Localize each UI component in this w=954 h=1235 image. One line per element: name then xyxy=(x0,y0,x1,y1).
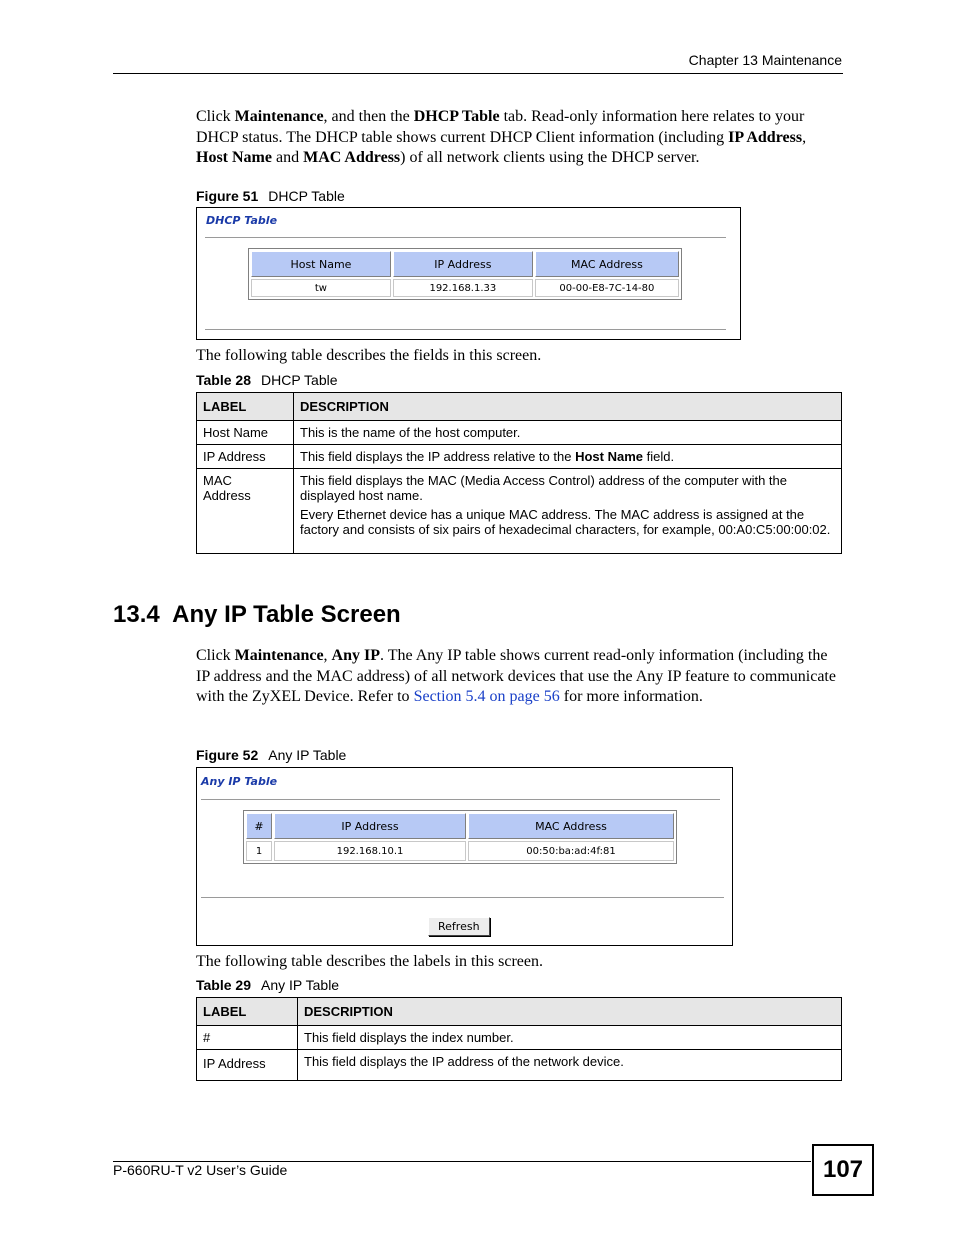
cell-mac-address: 00-00-E8-7C-14-80 xyxy=(535,279,679,297)
table-row xyxy=(197,1050,842,1081)
dhcp-table-screen-title: DHCP Table xyxy=(206,214,278,227)
row-description: This field displays the index number. xyxy=(298,1026,842,1050)
figure-51-followup: The following table describes the fields in this screen. xyxy=(196,347,542,364)
col-mac-address: MAC Address xyxy=(468,813,674,839)
row-label: IP Address xyxy=(197,445,294,469)
table-28-caption: Table 28 DHCP Table xyxy=(196,372,338,388)
table-row xyxy=(197,421,842,445)
any-ip-table xyxy=(243,810,677,864)
table-row xyxy=(197,445,842,469)
row-description: This field displays the IP address relative to the Host Name field. xyxy=(294,445,842,469)
section-heading: 13.4 Any IP Table Screen xyxy=(113,601,401,628)
figure-52-followup: The following table describes the labels in this screen. xyxy=(196,953,544,970)
col-mac-address: MAC Address xyxy=(535,251,679,277)
title-divider xyxy=(205,237,726,239)
col-ip-address: IP Address xyxy=(393,251,533,277)
table-header-row xyxy=(197,393,842,421)
figure-52-screenshot xyxy=(196,767,733,946)
any-ip-intro-paragraph: Click Maintenance, Any IP. The Any IP table shows current read-only information (including the IP address and the MAC address) of all network devices that use the Any IP feature to communicate with the ZyXEL Device. Refer to Section 5.4 on page 56 for more information. xyxy=(196,647,836,705)
row-label: MAC Address xyxy=(197,469,294,554)
table-header-row xyxy=(251,251,679,277)
col-index: # xyxy=(246,813,272,839)
row-label: IP Address xyxy=(197,1050,298,1081)
bottom-divider xyxy=(205,329,726,331)
table-row xyxy=(197,469,842,554)
figure-51-caption: Figure 51 DHCP Table xyxy=(196,188,345,204)
table-header-row xyxy=(197,998,842,1026)
table-row xyxy=(251,279,679,297)
header-label: LABEL xyxy=(197,393,294,421)
table-29 xyxy=(196,997,842,1081)
dhcp-intro-paragraph: Click Maintenance, and then the DHCP Table tab. Read-only information here relates to your DHCP status. The DHCP table shows current DHCP Client information (including IP Address, Host Name and MAC Address) of all network clients using the DHCP server. xyxy=(196,108,807,166)
figure-51-screenshot xyxy=(196,207,741,340)
chapter-header: Chapter 13 Maintenance xyxy=(688,52,842,68)
table-29-caption: Table 29 Any IP Table xyxy=(196,977,340,993)
table-row xyxy=(246,841,674,861)
table-header-row xyxy=(246,813,674,839)
cell-mac-address: 00:50:ba:ad:4f:81 xyxy=(468,841,674,861)
cell-ip-address: 192.168.10.1 xyxy=(274,841,466,861)
col-host-name: Host Name xyxy=(251,251,391,277)
table-28 xyxy=(196,392,842,554)
figure-52-caption: Figure 52 Any IP Table xyxy=(196,747,347,763)
col-ip-address: IP Address xyxy=(274,813,466,839)
row-label: # xyxy=(197,1026,298,1050)
page-number: 107 xyxy=(812,1144,874,1196)
footer-guide-title: P-660RU-T v2 User’s Guide xyxy=(113,1162,288,1178)
title-divider xyxy=(201,799,720,801)
header-description: DESCRIPTION xyxy=(298,998,842,1026)
row-description: This field displays the MAC (Media Access Control) address of the computer with the displayed host name. Every Ethernet device has a unique MAC address. The MAC address is assigned at the factory and consists of six pairs of hexadecimal characters, for example, 00:A0:C5:00:00:02. xyxy=(294,469,842,554)
section-link[interactable]: Section 5.4 on page 56 xyxy=(413,688,560,705)
row-description: This field displays the IP address of the network device. xyxy=(298,1050,842,1081)
cell-ip-address: 192.168.1.33 xyxy=(393,279,533,297)
header-rule xyxy=(113,73,843,74)
any-ip-table-screen-title: Any IP Table xyxy=(201,775,278,788)
table-row xyxy=(197,1026,842,1050)
bottom-divider xyxy=(201,897,724,899)
header-description: DESCRIPTION xyxy=(294,393,842,421)
header-label: LABEL xyxy=(197,998,298,1026)
row-description: This is the name of the host computer. xyxy=(294,421,842,445)
cell-index: 1 xyxy=(246,841,272,861)
row-label: Host Name xyxy=(197,421,294,445)
cell-host-name: tw xyxy=(251,279,391,297)
dhcp-client-table xyxy=(248,248,682,300)
refresh-button[interactable]: Refresh xyxy=(428,917,490,936)
